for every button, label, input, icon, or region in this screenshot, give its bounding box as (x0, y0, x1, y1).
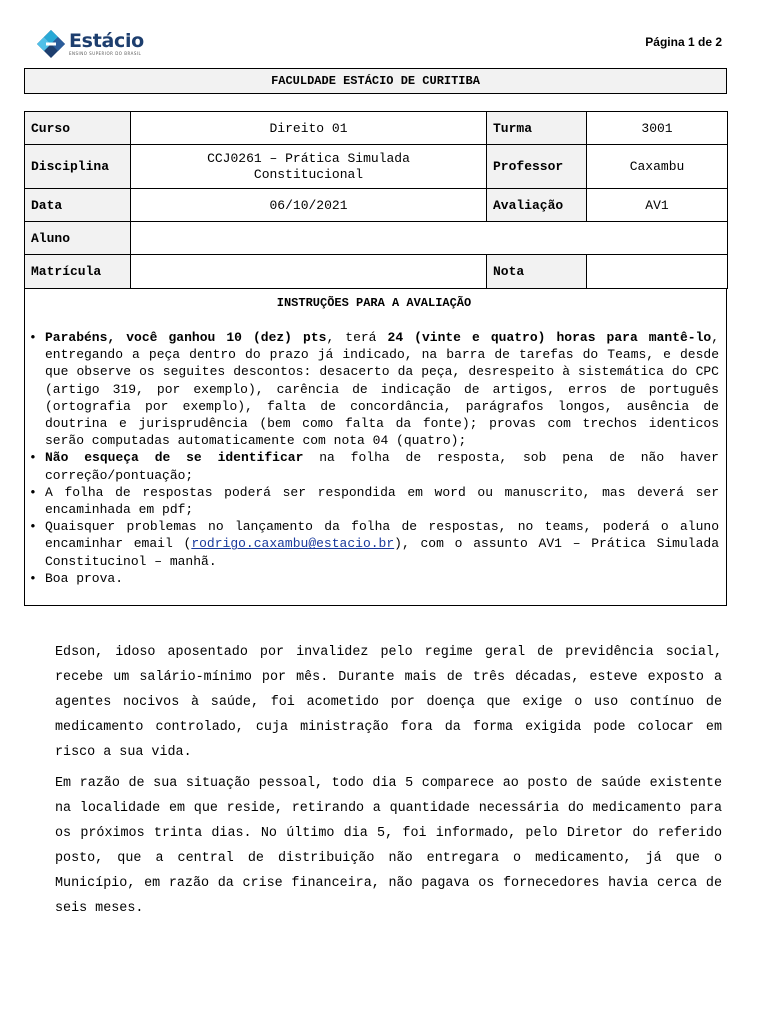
bullet-icon: • (29, 570, 37, 586)
bullet-icon: • (29, 450, 37, 466)
disciplina-line-1: CCJ0261 – Prática Simulada (207, 150, 410, 166)
email-link[interactable]: rodrigo.caxambu@estacio.br (191, 536, 395, 552)
instruction-1-text-2: , entregando a peça dentro do prazo já indicado, na barra de tarefas do Teams, e desde que observe os seguites descontos: desacerto da peça, desrespeito à sistemática do CPC (artigo 319, por exemplo), carência de indicação de artigos, erros de português (ortografia por exemplo), falta de concordância, parágrafos longos, ausência de doutrina e jurisprudência (bem como falta da fonte); provas com trechos identicos serão computadas automaticamente com nota 04 (quatro); (45, 330, 720, 449)
instruction-item (29, 449, 719, 483)
aluno-label: Aluno (25, 222, 131, 255)
instruction-2-bold: Não esqueça de se identificar (45, 450, 304, 466)
instruction-item (29, 518, 719, 570)
matricula-label: Matrícula (25, 255, 131, 289)
instruction-3-text: A folha de respostas poderá ser respondida em word ou manuscrito, mas deverá ser encaminhada em pdf; (45, 484, 719, 518)
estacio-diamond-icon (36, 29, 66, 59)
instruction-item (29, 329, 719, 449)
turma-value: 3001 (587, 112, 728, 145)
disciplina-line-2: Constitucional (253, 166, 364, 182)
case-text (55, 640, 722, 927)
exam-info-table (24, 111, 728, 289)
bullet-icon: • (29, 330, 37, 345)
instruction-4-text-2: ), com o assunto AV1 – Prática Simulada Constitucinol – manhã. (45, 536, 719, 569)
instruction-item (29, 484, 719, 518)
bullet-icon: • (29, 484, 37, 500)
professor-value: Caxambu (587, 145, 728, 189)
nota-label: Nota (487, 255, 587, 289)
curso-label: Curso (25, 112, 131, 145)
data-value: 06/10/2021 (131, 189, 487, 222)
curso-value: Direito 01 (131, 112, 487, 145)
aluno-field[interactable] (131, 222, 728, 255)
instructions-box (24, 288, 727, 606)
instruction-4-text-1: Quaisquer problemas no lançamento da folha de respostas, no teams, poderá o aluno encaminhar email ( (45, 519, 719, 552)
instruction-1-bold-2: 24 (vinte e quatro) horas para mantê-lo (387, 330, 712, 345)
data-label: Data (25, 189, 131, 222)
page-number: Página 1 de 2 (645, 35, 722, 49)
nota-field[interactable] (587, 255, 728, 289)
logo-name: Estácio (69, 30, 144, 52)
instruction-item (29, 570, 719, 587)
instruction-2-text: na folha de resposta, sob pena de não haver correção/pontuação; (45, 450, 719, 483)
case-paragraph-1: Edson, idoso aposentado por invalidez pelo regime geral de previdência social, recebe um salário-mínimo por mês. Durante mais de três décadas, esteve exposto a agentes nocivos à saúde, foi acometido por doença que exige o uso contínuo de medicamento controlado, cuja ministração fora da forma exigida pode colocar em risco a sua vida. (55, 645, 722, 760)
institution-title: FACULDADE ESTÁCIO DE CURITIBA (24, 68, 727, 94)
bullet-icon: • (29, 519, 37, 535)
instruction-5-text: Boa prova. (45, 570, 124, 586)
disciplina-value (131, 145, 487, 189)
estacio-logo (36, 29, 144, 59)
avaliacao-value: AV1 (587, 189, 728, 222)
professor-label: Professor (487, 145, 587, 189)
case-paragraph-2: Em razão de sua situação pessoal, todo dia 5 comparece ao posto de saúde existente na localidade em que reside, retirando a quantidade necessária do medicamento para os próximos trinta dias. No último dia 5, foi informado, pelo Diretor do referido posto, que a central de distribuição não entregara o medicamento, já que o Município, em razão da crise financeira, não pagava os fornecedores havia cerca de seis meses. (55, 776, 722, 916)
disciplina-label: Disciplina (25, 145, 131, 189)
instructions-title: INSTRUÇÕES PARA A AVALIAÇÃO (276, 296, 472, 310)
avaliacao-label: Avaliação (487, 189, 587, 222)
instruction-1-bold-1: Parabéns, você ganhou 10 (dez) pts (45, 330, 327, 345)
logo-tagline: ENSINO SUPERIOR DO BRASIL (69, 51, 142, 56)
turma-label: Turma (487, 112, 587, 145)
matricula-field[interactable] (131, 255, 487, 289)
instruction-1-text-1: , terá (326, 330, 388, 345)
